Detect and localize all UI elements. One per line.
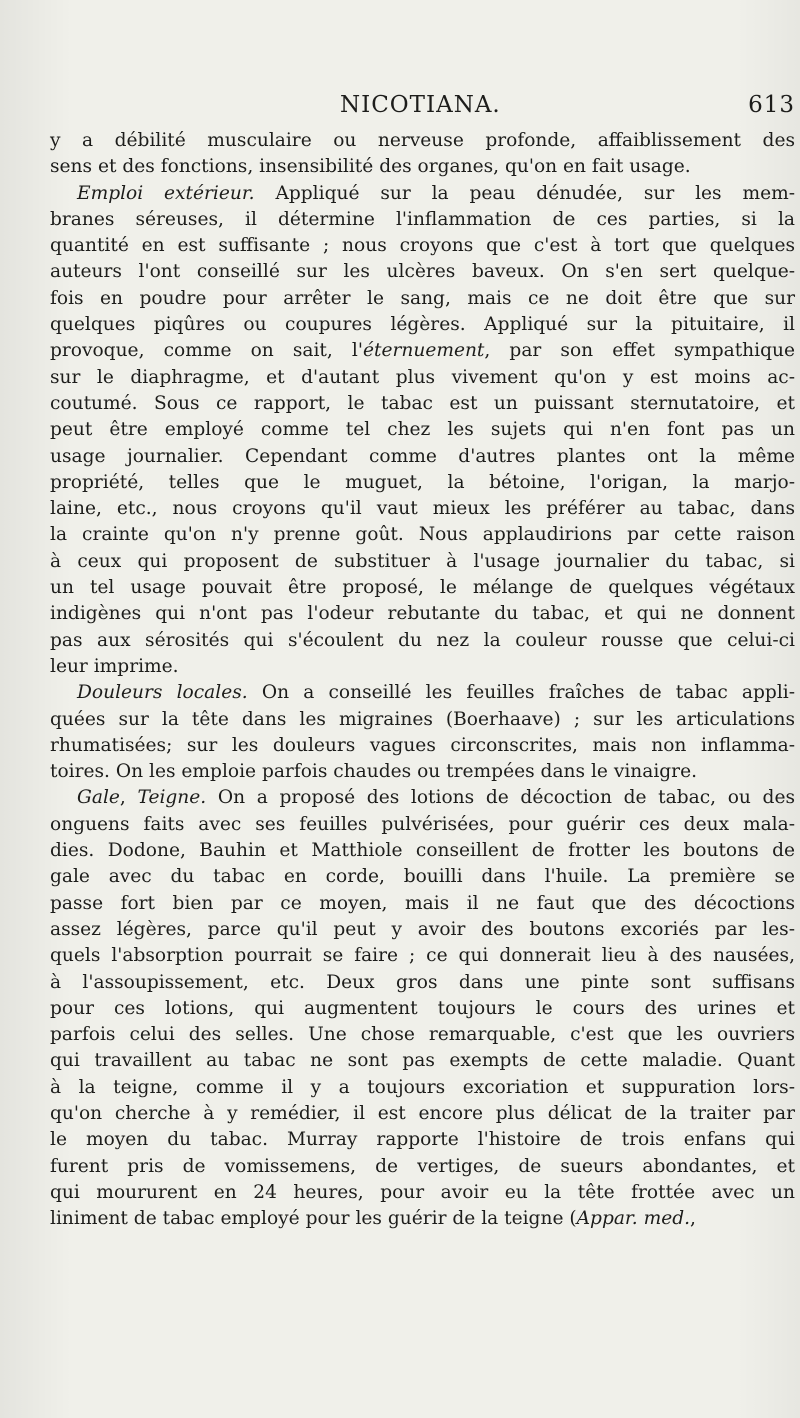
- text-line: fois en poudre pour arrêter le sang, mais ce ne doit être que sur: [50, 287, 795, 309]
- text-line: la crainte qu'on n'y prenne goût. Nous applaudirions par cette raison: [50, 524, 795, 546]
- text-line: coutumé. Sous ce rapport, le tabac est un puissant sternutatoire, et: [50, 392, 795, 414]
- body-text: [50, 128, 795, 1232]
- text-line: toires. On les emploie parfois chaudes ou trempées dans le vinaigre.: [50, 761, 697, 783]
- paragraph-continuation: [50, 128, 795, 181]
- paragraph-gale-teigne: [50, 785, 795, 1232]
- text-line: pas aux sérosités qui s'écoulent du nez la couleur rousse que celui-ci: [50, 629, 795, 651]
- text-line: qu'on cherche à y remédier, il est encore plus délicat de la traiter par: [50, 1102, 795, 1124]
- text-line: qui moururent en 24 heures, pour avoir eu la tête frottée avec un: [50, 1181, 795, 1203]
- text-line: à la teigne, comme il y a toujours excoriation et suppuration lors-: [50, 1076, 795, 1098]
- paragraph-emploi-exterieur: [50, 181, 795, 681]
- text-line: usage journalier. Cependant comme d'autres plantes ont la même: [50, 445, 795, 467]
- text-line: laine, etc., nous croyons qu'il vaut mieux les préférer au tabac, dans: [50, 498, 795, 520]
- page-number: 613: [748, 92, 795, 118]
- running-head: [50, 92, 795, 122]
- text-line: sens et des fonctions, insensibilité des organes, qu'on en fait usage.: [50, 156, 691, 178]
- text-line: à l'assoupissement, etc. Deux gros dans une pinte sont suffisans: [50, 971, 795, 993]
- text-line: y a débilité musculaire ou nerveuse profonde, affaiblissement des: [50, 130, 795, 151]
- text-line: à ceux qui proposent de substituer à l'usage journalier du tabac, si: [50, 550, 795, 572]
- text-line: propriété, telles que le muguet, la bétoine, l'origan, la marjo-: [50, 471, 795, 493]
- paragraph-douleurs-locales: [50, 680, 795, 785]
- text-line: quelques piqûres ou coupures légères. Appliqué sur la pituitaire, il: [50, 314, 795, 336]
- text-line: furent pris de vomissemens, de vertiges, de sueurs abondantes, et: [50, 1155, 795, 1177]
- text-line: quels l'absorption pourrait se faire ; ce qui donnerait lieu à des nausées,: [50, 945, 795, 967]
- text-line: passe fort bien par ce moyen, mais il ne faut que des décoctions: [50, 892, 795, 914]
- text-line: Douleurs locales. On a conseillé les feuilles fraîches de tabac appli-: [77, 682, 795, 704]
- text-line: pour ces lotions, qui augmentent toujours le cours des urines et: [50, 997, 795, 1019]
- text-line: quantité en est suffisante ; nous croyons que c'est à tort que quelques: [50, 235, 795, 257]
- text-line: Emploi extérieur. Appliqué sur la peau dénudée, sur les mem-: [77, 182, 795, 204]
- text-line: un tel usage pouvait être proposé, le mélange de quelques végétaux: [50, 577, 795, 599]
- text-line: sur le diaphragme, et d'autant plus vivement qu'on y est moins ac-: [50, 366, 795, 388]
- text-line: gale avec du tabac en corde, bouilli dans l'huile. La première se: [50, 866, 795, 888]
- text-line: liniment de tabac employé pour les guérir de la teigne (Appar. med.,: [50, 1208, 696, 1230]
- text-line: provoque, comme on sait, l'éternuement, par son effet sympathique: [50, 340, 795, 362]
- text-line: rhumatisées; sur les douleurs vagues circonscrites, mais non inflamma-: [50, 734, 795, 756]
- text-line: dies. Dodone, Bauhin et Matthiole conseillent de frotter les boutons de: [50, 840, 795, 862]
- text-line: quées sur la tête dans les migraines (Boerhaave) ; sur les articulations: [50, 708, 795, 730]
- text-line: branes séreuses, il détermine l'inflammation de ces parties, si la: [50, 208, 795, 230]
- text-line: peut être employé comme tel chez les sujets qui n'en font pas un: [50, 419, 795, 441]
- text-line: le moyen du tabac. Murray rapporte l'histoire de trois enfans qui: [50, 1129, 795, 1151]
- text-line: qui travaillent au tabac ne sont pas exempts de cette maladie. Quant: [50, 1050, 795, 1072]
- text-line: parfois celui des selles. Une chose remarquable, c'est que les ouvriers: [50, 1024, 795, 1046]
- text-line: indigènes qui n'ont pas l'odeur rebutante du tabac, et qui ne donnent: [50, 603, 795, 625]
- text-line: leur imprime.: [50, 655, 179, 677]
- text-line: Gale, Teigne. On a proposé des lotions de décoction de tabac, ou des: [77, 787, 796, 809]
- running-title: NICOTIANA.: [340, 92, 501, 118]
- text-line: auteurs l'ont conseillé sur les ulcères baveux. On s'en sert quelque-: [50, 261, 795, 283]
- text-line: assez légères, parce qu'il peut y avoir des boutons excoriés par les-: [50, 918, 795, 940]
- text-line: onguens faits avec ses feuilles pulvérisées, pour guérir ces deux mala-: [50, 813, 795, 835]
